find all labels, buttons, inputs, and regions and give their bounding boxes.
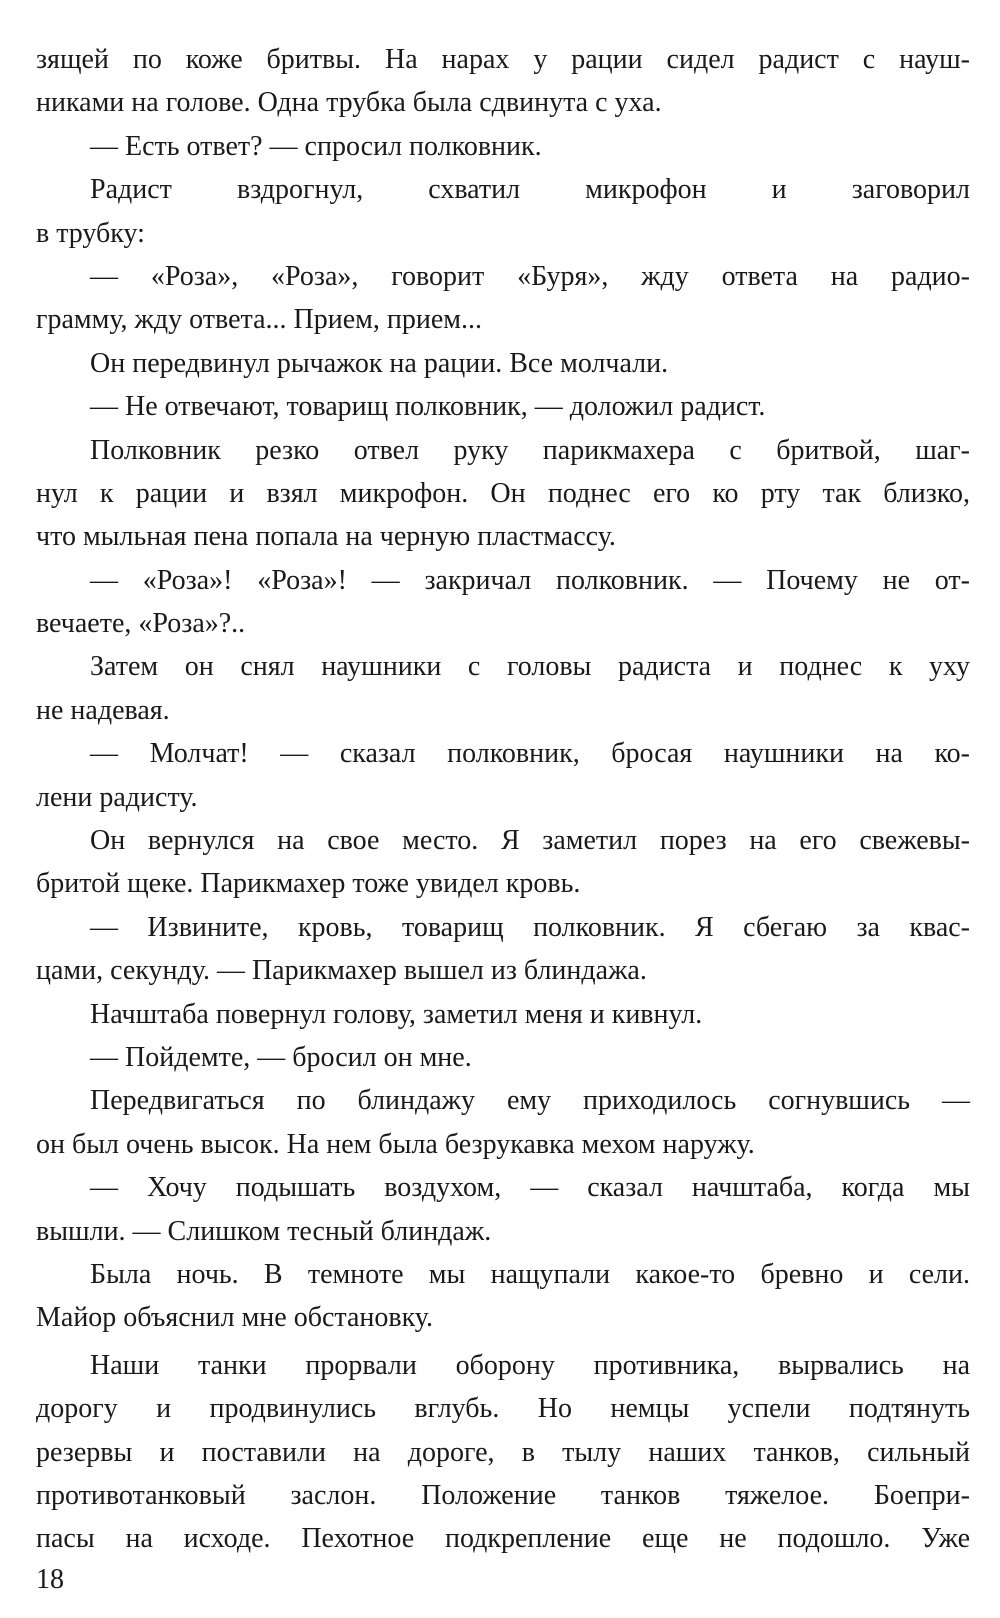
- text-line: противотанковый заслон. Положение танков тяжелое. Боепри-: [36, 1479, 970, 1511]
- text-line: никами на голове. Одна трубка была сдвинута с уха.: [36, 87, 662, 119]
- text-line: лени радисту.: [36, 781, 198, 813]
- text-line: цами, секунду. — Парикмахер вышел из блиндажа.: [36, 955, 647, 987]
- body-text: [36, 38, 970, 1561]
- text-line: — Хочу подышать воздухом, — сказал начштаба, когда мы: [90, 1172, 970, 1204]
- text-line: в трубку:: [36, 217, 145, 249]
- text-line: грамму, жду ответа... Прием, прием...: [36, 304, 482, 336]
- text-line: вечаете, «Роза»?..: [36, 608, 246, 640]
- text-line: что мыльная пена попала на черную пластмассу.: [36, 521, 616, 553]
- text-line: — «Роза», «Роза», говорит «Буря», жду ответа на радио-: [90, 260, 970, 292]
- text-line: Полковник резко отвел руку парикмахера с бритвой, шаг-: [90, 434, 970, 466]
- text-line: зящей по коже бритвы. На нарах у рации сидел радист с науш-: [36, 44, 970, 75]
- text-line: пасы на исходе. Пехотное подкрепление еще не подошло. Уже: [36, 1523, 970, 1555]
- text-line: вышли. — Слишком тесный блиндаж.: [36, 1215, 492, 1247]
- text-line: он был очень высок. На нем была безрукавка мехом наружу.: [36, 1128, 755, 1160]
- text-line: нул к рации и взял микрофон. Он поднес его ко рту так близко,: [36, 477, 970, 509]
- text-line: — Пойдемте, — бросил он мне.: [90, 1041, 472, 1073]
- text-line: Он передвинул рычажок на рации. Все молчали.: [90, 347, 669, 379]
- text-line: не надевая.: [36, 694, 170, 726]
- text-line: Радист вздрогнул, схватил микрофон и заговорил: [90, 174, 970, 206]
- text-line: Передвигаться по блиндажу ему приходилось согнувшись —: [90, 1085, 970, 1117]
- text-line: бритой щеке. Парикмахер тоже увидел кровь.: [36, 868, 581, 900]
- text-line: резервы и поставили на дороге, в тылу наших танков, сильный: [36, 1436, 970, 1468]
- text-line: Была ночь. В темноте мы нащупали какое-то бревно и сели.: [90, 1258, 970, 1290]
- text-line: — Молчат! — сказал полковник, бросая наушники на ко-: [90, 738, 970, 770]
- text-line: Затем он снял наушники с головы радиста и поднес к уху: [90, 651, 970, 683]
- text-line: дорогу и продвинулись вглубь. Но немцы успели подтянуть: [36, 1393, 970, 1425]
- text-line: Начштаба повернул голову, заметил меня и кивнул.: [90, 998, 703, 1030]
- text-line: — Извините, кровь, товарищ полковник. Я сбегаю за квас-: [90, 911, 970, 943]
- text-line: Он вернулся на свое место. Я заметил порез на его свежевы-: [90, 825, 970, 857]
- text-line: — Есть ответ? — спросил полковник.: [90, 130, 542, 162]
- page-number: 18: [36, 1564, 64, 1595]
- text-line: Наши танки прорвали оборону противника, вырвались на: [90, 1349, 970, 1381]
- text-line: Майор объяснил мне обстановку.: [36, 1302, 434, 1334]
- text-line: — «Роза»! «Роза»! — закричал полковник. — Почему не от-: [90, 564, 970, 596]
- text-line: — Не отвечают, товарищ полковник, — доложил радист.: [90, 391, 766, 423]
